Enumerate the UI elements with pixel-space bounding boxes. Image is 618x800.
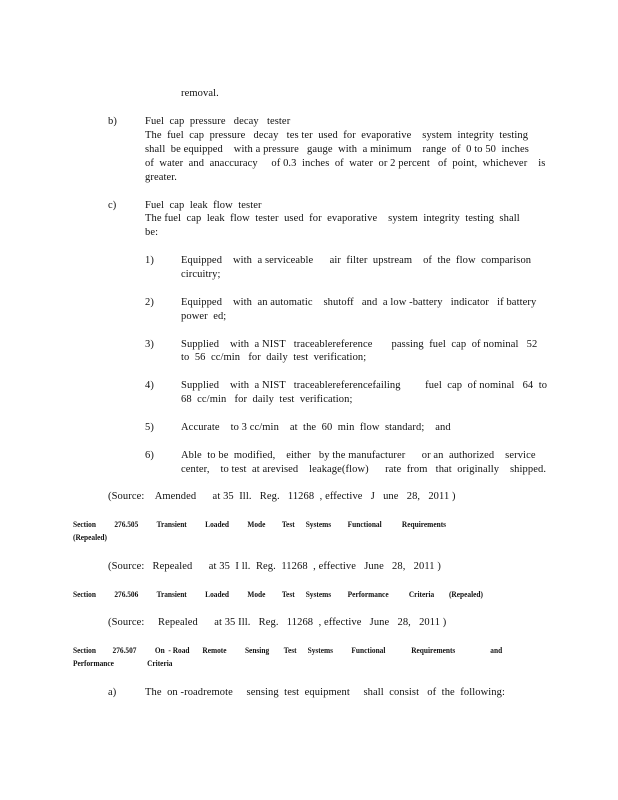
source-note: (Source: Amended at 35 Ill. Reg. 11268 , effective J une 28, 2011 ) [108, 491, 456, 502]
text-line: of water and anaccuracy of 0.3 inches of water or 2 percent of point, whichever is [145, 158, 546, 169]
text-line: greater. [145, 172, 177, 183]
text-line: power ed; [181, 311, 227, 322]
text-line: Equipped with an automatic shutoff and a low -battery indicator if battery [181, 297, 537, 308]
text-line: circuitry; [181, 269, 221, 280]
list-marker: 5) [145, 422, 154, 433]
list-marker: a) [108, 687, 117, 698]
source-note: (Source: Repealed at 35 I ll. Reg. 11268 , effective June 28, 2011 ) [108, 561, 441, 572]
section-heading: Section 276.507 On - Road Remote Sensing Test Systems Functional Requirements and [73, 646, 503, 655]
text-line: The fuel cap leak flow tester used for evaporative system integrity testing shall [145, 213, 520, 224]
text-line: shall be equipped with a pressure gauge with a minimum range of 0 to 50 inches [145, 144, 529, 155]
text-line: removal. [181, 88, 219, 99]
text-line: The on -roadremote sensing test equipment shall consist of the following: [145, 687, 506, 698]
list-marker: 6) [145, 450, 154, 461]
text-line: to 56 cc/min for daily test verification; [181, 352, 367, 363]
list-marker: 3) [145, 339, 154, 350]
text-line: Accurate to 3 cc/min at the 60 min flow standard; and [181, 422, 451, 433]
list-marker: 1) [145, 255, 154, 266]
source-note: (Source: Repealed at 35 Ill. Reg. 11268 , effective June 28, 2011 ) [108, 617, 447, 628]
section-heading: (Repealed) [73, 533, 107, 542]
list-marker: b) [108, 116, 117, 127]
text-line: be: [145, 227, 159, 238]
list-marker: 4) [145, 380, 154, 391]
text-line: Supplied with a NIST traceablereference passing fuel cap of nominal 52 [181, 339, 538, 350]
text-line: Equipped with a serviceable air filter upstream of the flow comparison [181, 255, 532, 266]
list-marker: c) [108, 200, 117, 211]
text-line: 68 cc/min for daily test verification; [181, 394, 353, 405]
item-heading: Fuel cap leak flow tester [145, 200, 262, 211]
item-heading: Fuel cap pressure decay tester [145, 116, 291, 127]
text-line: Able to be modified, either by the manufacturer or an authorized service [181, 450, 536, 461]
text-line: The fuel cap pressure decay tes ter used for evaporative system integrity testing [145, 130, 529, 141]
text-line: Supplied with a NIST traceablereferencefailing fuel cap of nominal 64 to [181, 380, 548, 391]
section-heading: Performance Criteria [73, 659, 173, 668]
section-heading: Section 276.505 Transient Loaded Mode Test Systems Functional Requirements [73, 520, 447, 529]
text-line: center, to test at arevised leakage(flow) rate from that originally shipped. [181, 464, 547, 475]
section-heading: Section 276.506 Transient Loaded Mode Test Systems Performance Criteria (Repealed) [73, 590, 483, 599]
list-marker: 2) [145, 297, 154, 308]
